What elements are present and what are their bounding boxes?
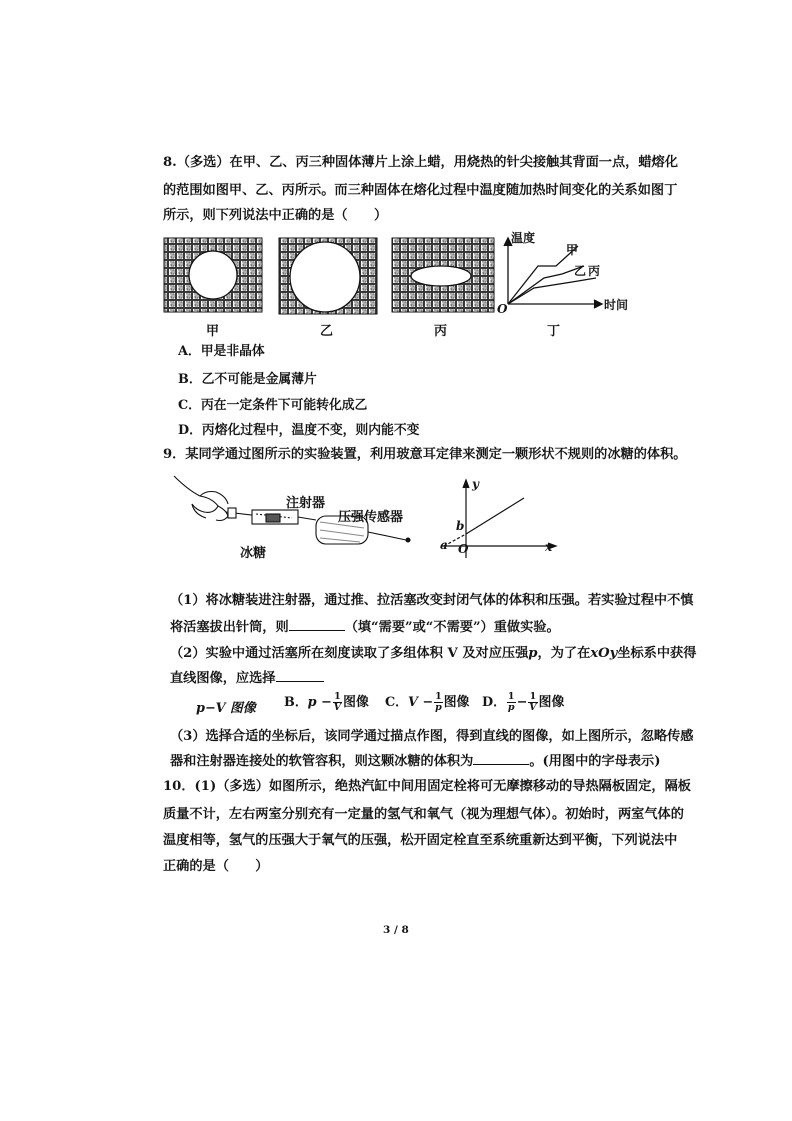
q9-choice-d-suffix: 图像 (538, 695, 565, 710)
q9-choice-d-fraction-2 (528, 692, 537, 713)
q8-option-d: D．丙熔化过程中，温度不变，则内能不变 (178, 423, 420, 438)
q9-choice-d-den-1: p (507, 702, 515, 713)
q9-part1-answer-blank[interactable] (289, 618, 345, 631)
graph-y-label: 温度 (511, 231, 536, 245)
q9-part2-xoy: xOy (590, 646, 618, 661)
curve-label-yi: 乙 (574, 264, 587, 278)
fig-label-bing: 丙 (434, 324, 448, 339)
q9-part2-text-b: ，为了在 (537, 646, 591, 661)
q10-line-4: 正确的是（ ） (163, 859, 269, 874)
q9-choice-b-fraction (333, 692, 342, 713)
q9-choice-d-num-2: 1 (529, 691, 537, 702)
q9-choice-c (385, 690, 469, 716)
q9-part3-text-a: 器和注射器连接处的软管容积，则这颗冰糖的体积为 (170, 754, 474, 769)
q8-line-1: 8.（多选）在甲、乙、丙三种固体薄片上涂上蜡，用烧热的针尖接触其背面一点，蜡熔化 (163, 155, 678, 170)
q9-part3-line-1: （3）选择合适的坐标后，该同学通过描点作图，得到直线的图像，如上图所示，忽略传感 (170, 729, 694, 744)
q9-part2-line-1 (170, 645, 696, 663)
q9-choice-b-den: V (333, 702, 342, 713)
q9-choice-b-suffix: 图像 (343, 695, 369, 710)
q9-graph-a-label: a (440, 538, 448, 552)
q9-choice-d-den-2: V (529, 702, 537, 713)
curve-label-jia: 甲 (566, 243, 579, 257)
q9-part3-line-2 (170, 752, 660, 771)
q9-stem: 9．某同学通过图所示的实验装置，利用玻意耳定律来测定一颗形状不规则的冰糖的体积。 (163, 447, 687, 462)
q9-choice-b-p: p − (307, 695, 332, 710)
q9-part3-text-b: 。(用图中的字母表示) (529, 754, 661, 769)
label-ice-sugar: 冰糖 (240, 546, 267, 561)
q9-choice-c-num: 1 (435, 691, 442, 702)
q9-choice-c-suffix: 图像 (443, 695, 470, 710)
q9-choice-d-minus: − (516, 695, 528, 710)
q9-choice-d (482, 690, 564, 716)
fig-label-jia: 甲 (206, 324, 220, 339)
q9-choice-d-num-1: 1 (507, 691, 515, 702)
q9-choice-a (196, 697, 256, 716)
q9-choice-c-fraction (434, 692, 443, 713)
q10-line-3: 温度相等，氢气的压强大于氧气的压强，松开固定栓直至系统重新达到平衡，下列说法中 (163, 833, 678, 848)
q9-part1-line-1: （1）将冰糖装进注射器，通过推、拉活塞改变封闭气体的体积和压强。若实验过程中不慎 (170, 593, 694, 608)
q9-choice-c-den: p (435, 702, 442, 713)
label-syringe: 注射器 (286, 496, 326, 511)
q9-part2-answer-blank[interactable] (276, 669, 324, 682)
q9-choice-b (284, 690, 369, 716)
q9-choice-b-prefix: B． (284, 695, 308, 710)
curve-label-bing: 丙 (588, 264, 601, 278)
q9-choice-c-v: V − (407, 695, 434, 710)
graph-x-label: 时间 (604, 298, 629, 312)
q9-choice-a-text: p−V 图像 (196, 701, 256, 716)
q9-part1-text-b: （填“需要”或“不需要”）重做实验。 (344, 620, 560, 635)
q9-part2-line-2 (170, 669, 324, 688)
q9-choice-c-prefix: C． (385, 695, 408, 710)
q9-part2-p: p (528, 646, 538, 661)
q10-line-1: 10．(1)（多选）如图所示，绝热汽缸中间用固定栓将可无摩擦移动的导热隔板固定，隔板 (163, 779, 691, 794)
q10-line-2: 质量不计，左右两室分别充有一定量的氢气和氧气（视为理想气体）。初始时，两室气体的 (163, 807, 684, 822)
q9-part1-line-2 (170, 618, 560, 637)
q8-option-c: C．丙在一定条件下可能转化成乙 (178, 398, 368, 413)
q9-graph-origin-label: O (458, 542, 469, 556)
q8-line-3: 所示，则下列说法中正确的是（ ） (163, 208, 388, 223)
q9-choice-d-prefix: D． (482, 695, 506, 710)
label-pressure-sensor: 压强传感器 (338, 510, 404, 525)
q9-part3-answer-blank[interactable] (473, 752, 529, 765)
q9-part2-text-d: 直线图像，应选择 (170, 671, 276, 686)
q9-graph-y-label: y (472, 477, 479, 491)
plate-bing (392, 238, 494, 312)
q9-choice-d-fraction-1 (507, 692, 516, 713)
q9-graph-x-label: x (545, 540, 553, 554)
q8-option-a: A．甲是非晶体 (178, 344, 265, 359)
fig-label-yi: 乙 (320, 324, 334, 339)
q9-part2-text-c: 坐标系中获得 (617, 646, 697, 661)
q9-part2-text-a: （2）实验中通过活塞所在刻度读取了多组体积 V 及对应压强 (170, 646, 529, 661)
q9-part1-text-a: 将活塞拔出针筒，则 (170, 620, 289, 635)
plate-yi (279, 238, 377, 314)
fig-label-ding: 丁 (547, 324, 561, 339)
plate-jia (164, 238, 262, 312)
q9-graph-b-label: b (456, 519, 465, 533)
graph-origin-label: O (497, 302, 508, 316)
page-number: 3 / 8 (383, 924, 409, 936)
q9-choice-b-num: 1 (334, 691, 341, 702)
q8-option-b: B．乙不可能是金属薄片 (178, 372, 317, 387)
q8-line-2: 的范围如图甲、乙、丙所示。而三种固体在熔化过程中温度随加热时间变化的关系如图丁 (163, 183, 678, 198)
q8-figure (0, 228, 792, 348)
